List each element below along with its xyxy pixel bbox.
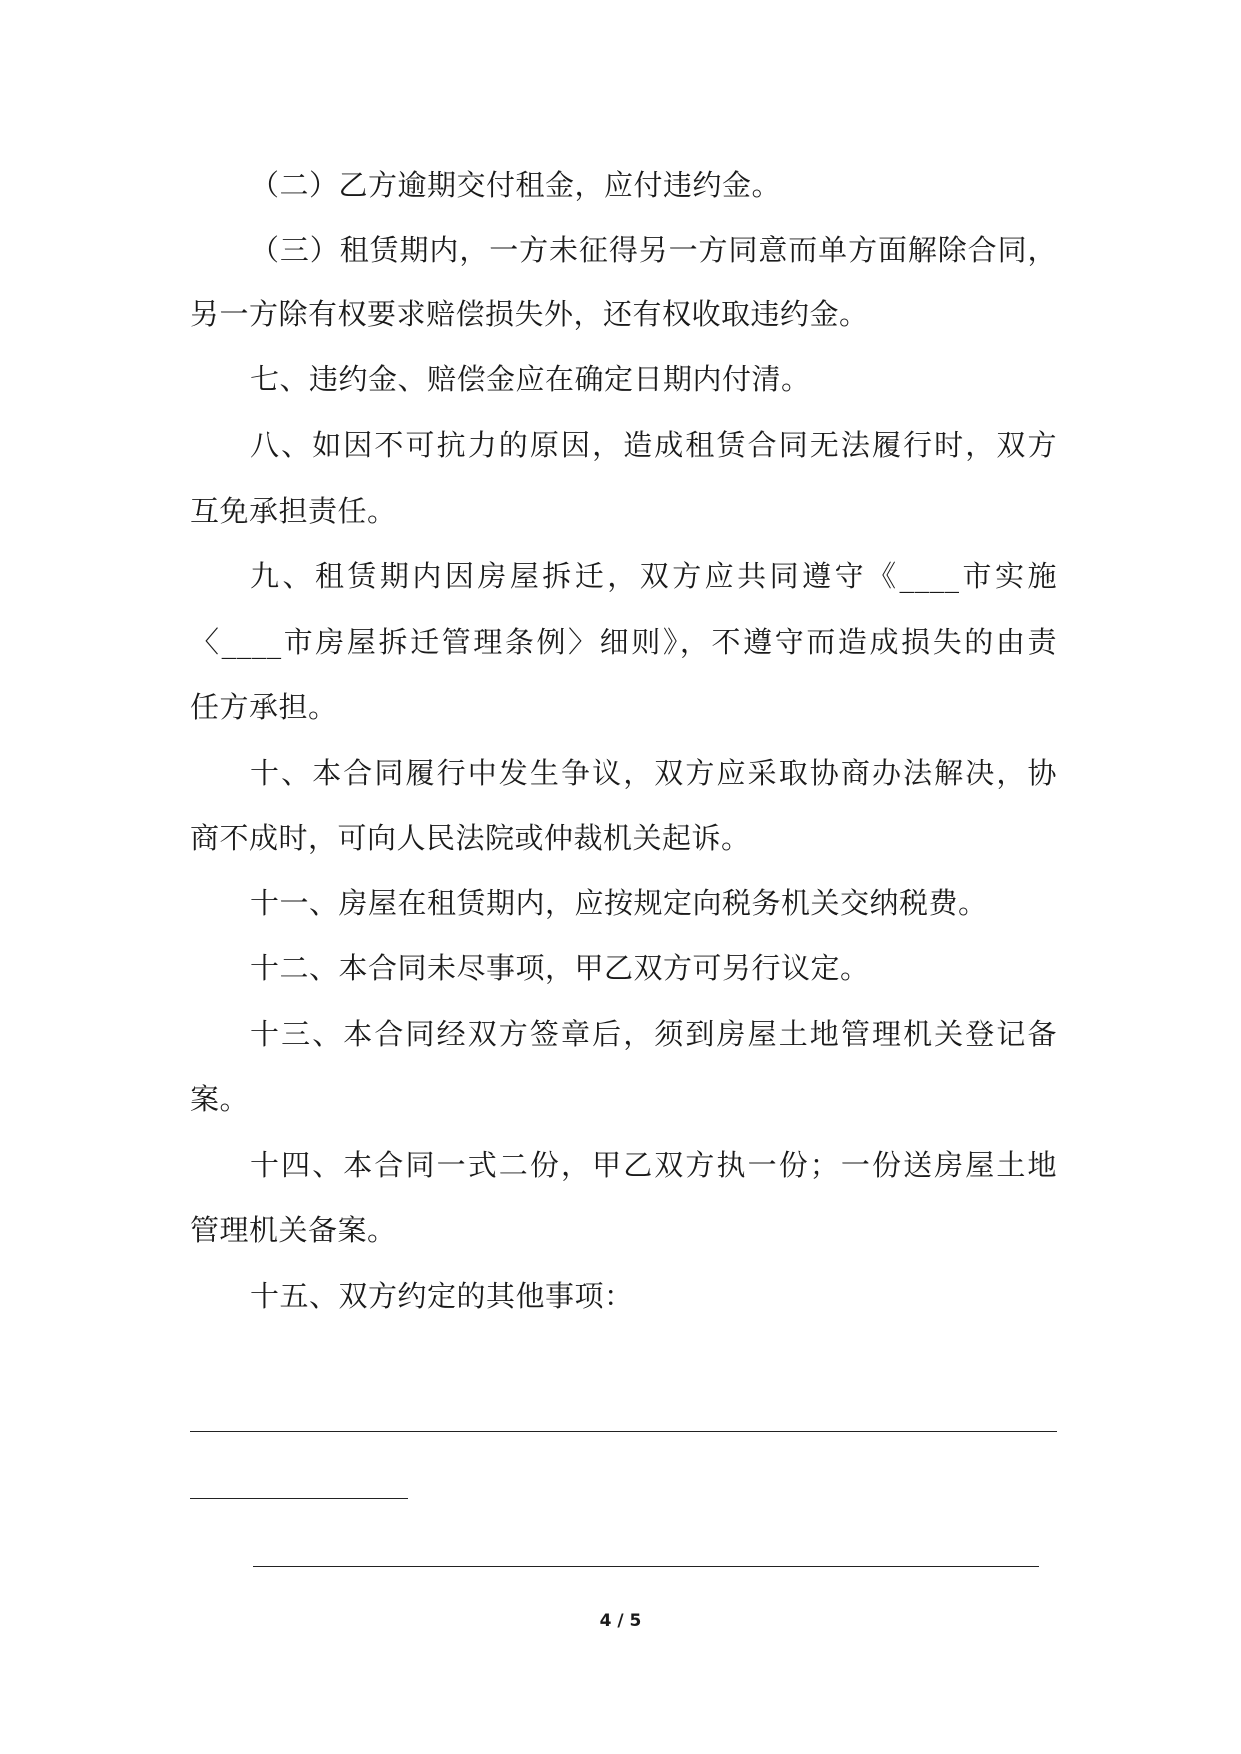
text-line: 十二、本合同未尽事项，甲乙双方可另行议定。: [250, 951, 870, 985]
text-line: 十一、房屋在租赁期内，应按规定向税务机关交纳税费。: [250, 886, 988, 920]
text-line: 案。: [190, 1082, 250, 1116]
blank-fill-line: [190, 1498, 408, 1499]
page-number: 4 / 5: [599, 1611, 642, 1631]
text-line: 任方承担。: [190, 690, 338, 724]
text-line: 管理机关备案。: [190, 1213, 397, 1247]
text-line: 九、租赁期内因房屋拆迁，双方应共同遵守《____市实施: [250, 559, 1057, 593]
text-line: 十、本合同履行中发生争议，双方应采取协商办法解决，协: [250, 756, 1057, 790]
text-line: （二）乙方逾期交付租金，应付违约金。: [250, 168, 782, 202]
text-line: 另一方除有权要求赔偿损失外，还有权收取违约金。: [190, 297, 869, 331]
text-line: 七、违约金、赔偿金应在确定日期内付清。: [250, 362, 811, 396]
text-line: 十三、本合同经双方签章后，须到房屋土地管理机关登记备: [250, 1017, 1057, 1051]
text-line: 互免承担责任。: [190, 494, 397, 528]
text-line: 〈____市房屋拆迁管理条例〉细则》，不遵守而造成损失的由责: [190, 625, 1057, 659]
text-line: 十五、双方约定的其他事项：: [250, 1279, 634, 1313]
text-line: 八、如因不可抗力的原因，造成租赁合同无法履行时，双方: [250, 428, 1057, 462]
text-line: （三）租赁期内，一方未征得另一方同意而单方面解除合同，: [250, 233, 1057, 267]
text-line: 商不成时，可向人民法院或仲裁机关起诉。: [190, 821, 751, 855]
blank-fill-line: [253, 1566, 1039, 1567]
text-line: 十四、本合同一式二份，甲乙双方执一份；一份送房屋土地: [250, 1148, 1057, 1182]
blank-fill-line: [190, 1431, 1057, 1432]
